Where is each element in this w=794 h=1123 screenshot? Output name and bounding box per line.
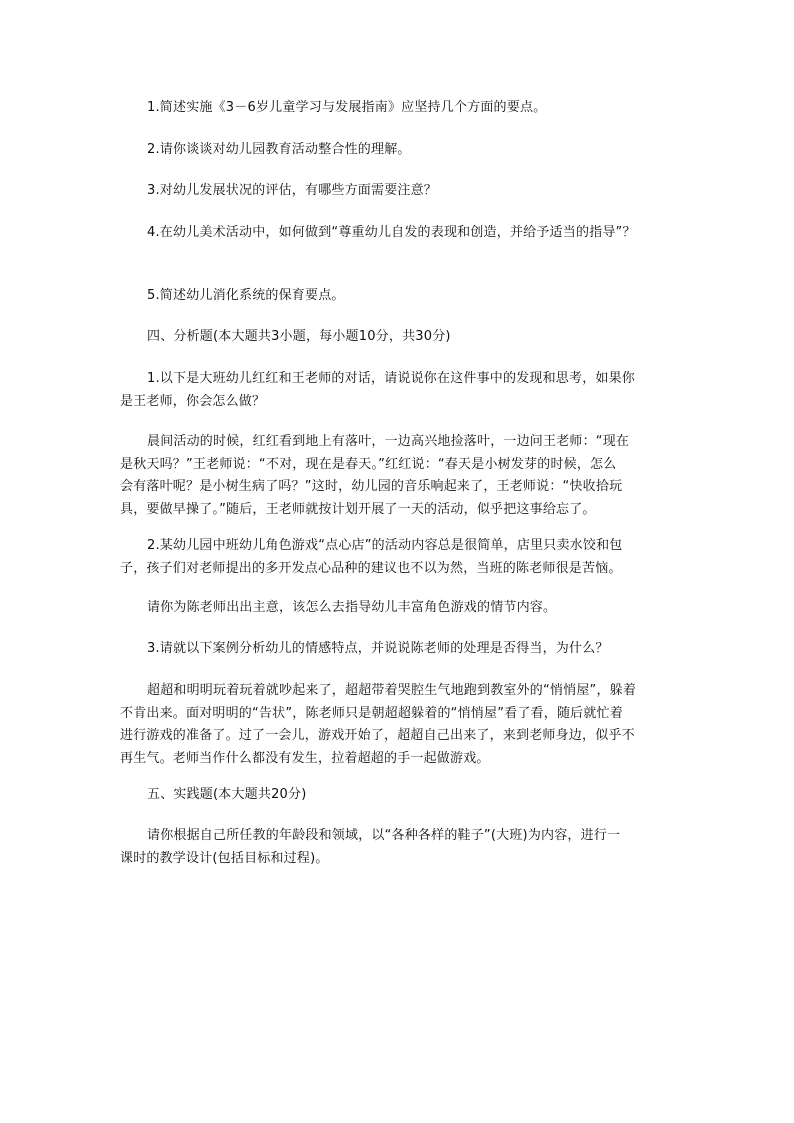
analysis-case-3 bbox=[120, 680, 680, 770]
analysis-case-1-line-1: 晨间活动的时候，红红看到地上有落叶，一边高兴地捡落叶，一边问王老师：“现在 bbox=[147, 434, 630, 449]
analysis-case-1-line-3: 会有落叶呢？是小树生病了吗？”这时，幼儿园的音乐响起来了，王老师说：“快收拾玩 bbox=[120, 479, 623, 494]
section5-heading: 五、实践题(本大题共20分) bbox=[147, 787, 307, 802]
analysis-question-1-line-2: 是王老师，你会怎么做？ bbox=[120, 393, 266, 409]
question-short-3: 3.对幼儿发展状况的评估，有哪些方面需要注意？ bbox=[147, 183, 438, 198]
analysis-case-3-line-1: 超超和明明玩着玩着就吵起来了，超超带着哭腔生气地跑到教室外的“悄悄屋”，躲着 bbox=[147, 683, 637, 698]
analysis-question-2-line-2: 子，孩子们对老师提出的多开发点心品种的建议也不以为然，当班的陈老师很是苦恼。 bbox=[120, 560, 622, 576]
section4-heading: 四、分析题(本大题共3小题，每小题10分，共30分) bbox=[147, 329, 451, 344]
question-short-5: 5.简述幼儿消化系统的保育要点。 bbox=[147, 288, 345, 303]
analysis-question-3: 3.请就以下案例分析幼儿的情感特点，并说说陈老师的处理是否得当，为什么？ bbox=[147, 641, 609, 656]
analysis-question-2-line-1: 2.某幼儿园中班幼儿角色游戏“点心店”的活动内容总是很简单，店里只卖水饺和包 bbox=[147, 538, 623, 553]
question-short-4: 4.在幼儿美术活动中，如何做到“尊重幼儿自发的表现和创造，并给予适当的指导”？ bbox=[147, 225, 636, 240]
analysis-question-1 bbox=[120, 368, 680, 413]
practice-task-line-2: 课时的教学设计(包括目标和过程)。 bbox=[120, 850, 329, 866]
analysis-case-3-line-4: 再生气。老师当作什么都没有发生，拉着超超的手一起做游戏。 bbox=[120, 750, 490, 766]
analysis-case-1-line-2: 是秋天吗？”王老师说：“不对，现在是春天。”红红说：“春天是小树发芽的时候，怎么 bbox=[120, 456, 617, 472]
analysis-case-1 bbox=[120, 431, 680, 521]
question-short-2: 2.请你谈谈对幼儿园教育活动整合性的理解。 bbox=[147, 142, 411, 157]
analysis-case-3-line-2: 不肯出来。面对明明的“告状”，陈老师只是朝超超躲着的“悄悄屋”看了看，随后就忙着 bbox=[120, 705, 623, 721]
analysis-question-1-line-1: 1.以下是大班幼儿红红和王老师的对话，请说说你在这件事中的发现和思考，如果你 bbox=[147, 371, 636, 386]
analysis-case-1-line-4: 具，要做早操了。”随后，王老师就按计划开展了一天的活动，似乎把这事给忘了。 bbox=[120, 501, 596, 517]
practice-task-line-1: 请你根据自己所任教的年龄段和领域，以“各种各样的鞋子”(大班)为内容，进行一 bbox=[147, 828, 621, 843]
analysis-question-2 bbox=[120, 535, 680, 580]
analysis-case-3-line-3: 进行游戏的准备了。过了一会儿，游戏开始了，超超自己出来了，来到老师身边，似乎不 bbox=[120, 728, 635, 743]
analysis-question-2-task: 请你为陈老师出出主意，该怎么去指导幼儿丰富角色游戏的情节内容。 bbox=[147, 600, 557, 615]
practice-task bbox=[120, 825, 680, 870]
question-short-1: 1.简述实施《3－6岁儿童学习与发展指南》应坚持几个方面的要点。 bbox=[147, 100, 547, 115]
